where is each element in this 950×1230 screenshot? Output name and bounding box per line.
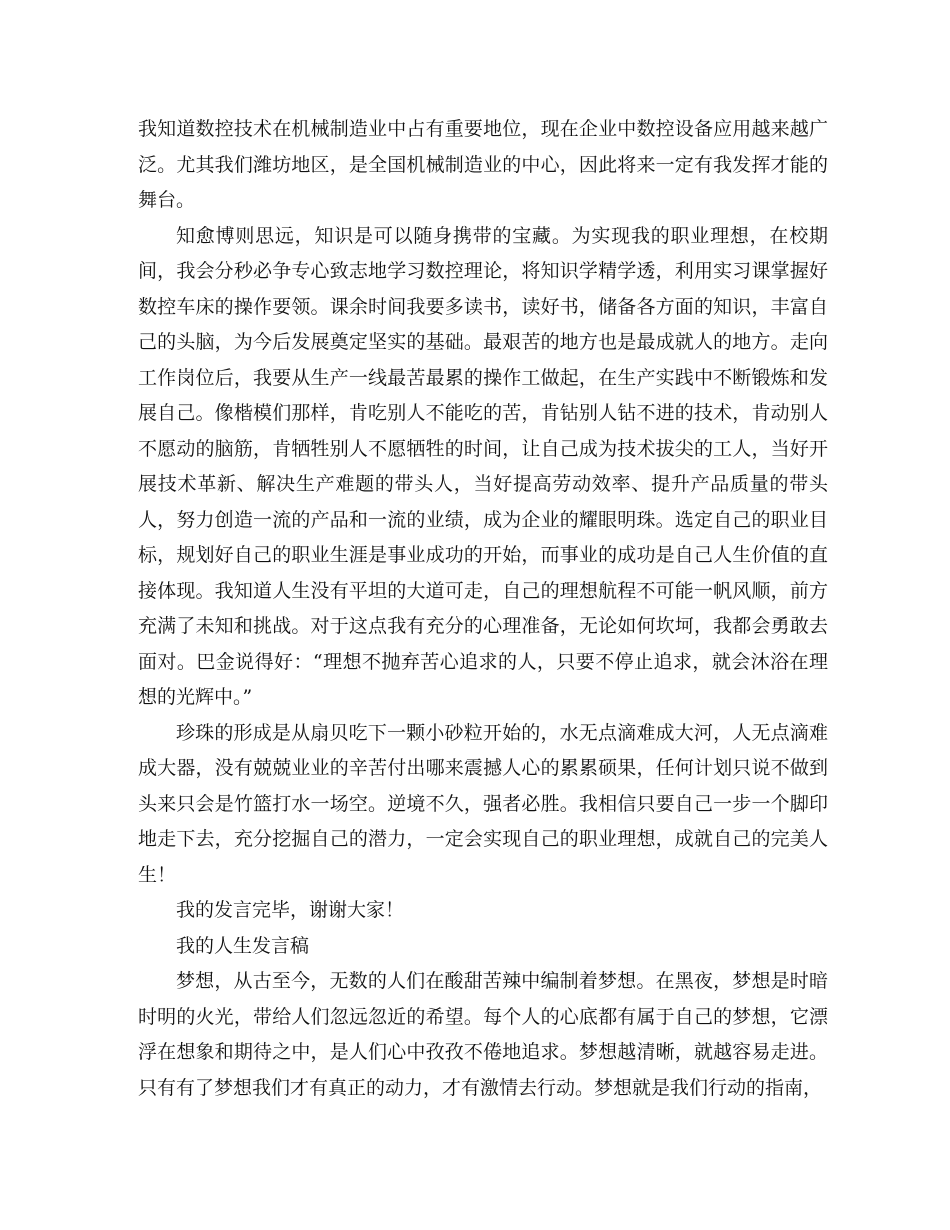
paragraph-career-importance: 我知道数控技术在机械制造业中占有重要地位，现在企业中数控设备应用越来越广泛。尤其我们潍坊地区，是全国机械制造业的中心，因此将来一定有我发挥才能的舞台。 xyxy=(138,118,828,211)
paragraph-closing-thanks: 我的发言完毕，谢谢大家！ xyxy=(176,899,405,921)
paragraph-dream-intro: 梦想，从古至今，无数的人们在酸甜苦辣中编制着梦想。在黑夜，梦想是时暗时明的火光，带给人们忽远忽近的希望。每个人的心底都有属于自己的梦想，它漂浮在想象和期待之中，是人们心中孜孜不倦地追求。梦想越清晰，就越容易走进。只有有了梦想我们才有真正的动力，才有激情去行动。梦想就是我们行动的指南， xyxy=(138,970,828,1099)
paragraph-perseverance: 珍珠的形成是从扇贝吃下一颗小砂粒开始的，水无点滴难成大河，人无点滴难成大器，没有兢兢业业的辛苦付出哪来震撼人心的累累硕果，任何计划只说不做到头来只会是竹篮打水一场空。逆境不久，强者必胜。我相信只要自己一步一个脚印地走下去，充分挖掘自己的潜力，一定会实现自己的职业理想，成就自己的完美人生！ xyxy=(138,721,828,886)
paragraph-knowledge-and-practice: 知愈博则思远，知识是可以随身携带的宝藏。为实现我的职业理想，在校期间，我会分秒必争专心致志地学习数控理论，将知识学精学透，利用实习课掌握好数控车床的操作要领。课余时间我要多读书，读好书，储备各方面的知识，丰富自己的头脑，为今后发展奠定坚实的基础。最艰苦的地方也是最成就人的地方。走向工作岗位后，我要从生产一线最苦最累的操作工做起，在生产实践中不断锻炼和发展自己。像楷模们那样，肯吃别人不能吃的苦，肯钻别人钻不进的技术，肯动别人不愿动的脑筋，肯牺牲别人不愿牺牲的时间，让自己成为技术拔尖的工人，当好开展技术革新、解决生产难题的带头人，当好提高劳动效率、提升产品质量的带头人，努力创造一流的产品和一流的业绩，成为企业的耀眼明珠。选定自己的职业目标，规划好自己的职业生涯是事业成功的开始，而事业的成功是自己人生价值的直接体现。我知道人生没有平坦的大道可走，自己的理想航程不可能一帆风顺，前方充满了未知和挑战。对于这点我有充分的心理准备，无论如何坎坷，我都会勇敢去面对。巴金说得好：“理想不抛弃苦心追求的人，只要不停止追求，就会沐浴在理想的光辉中。” xyxy=(138,224,828,708)
paragraph-speech-title: 我的人生发言稿 xyxy=(176,934,310,957)
document-body xyxy=(138,112,828,1106)
